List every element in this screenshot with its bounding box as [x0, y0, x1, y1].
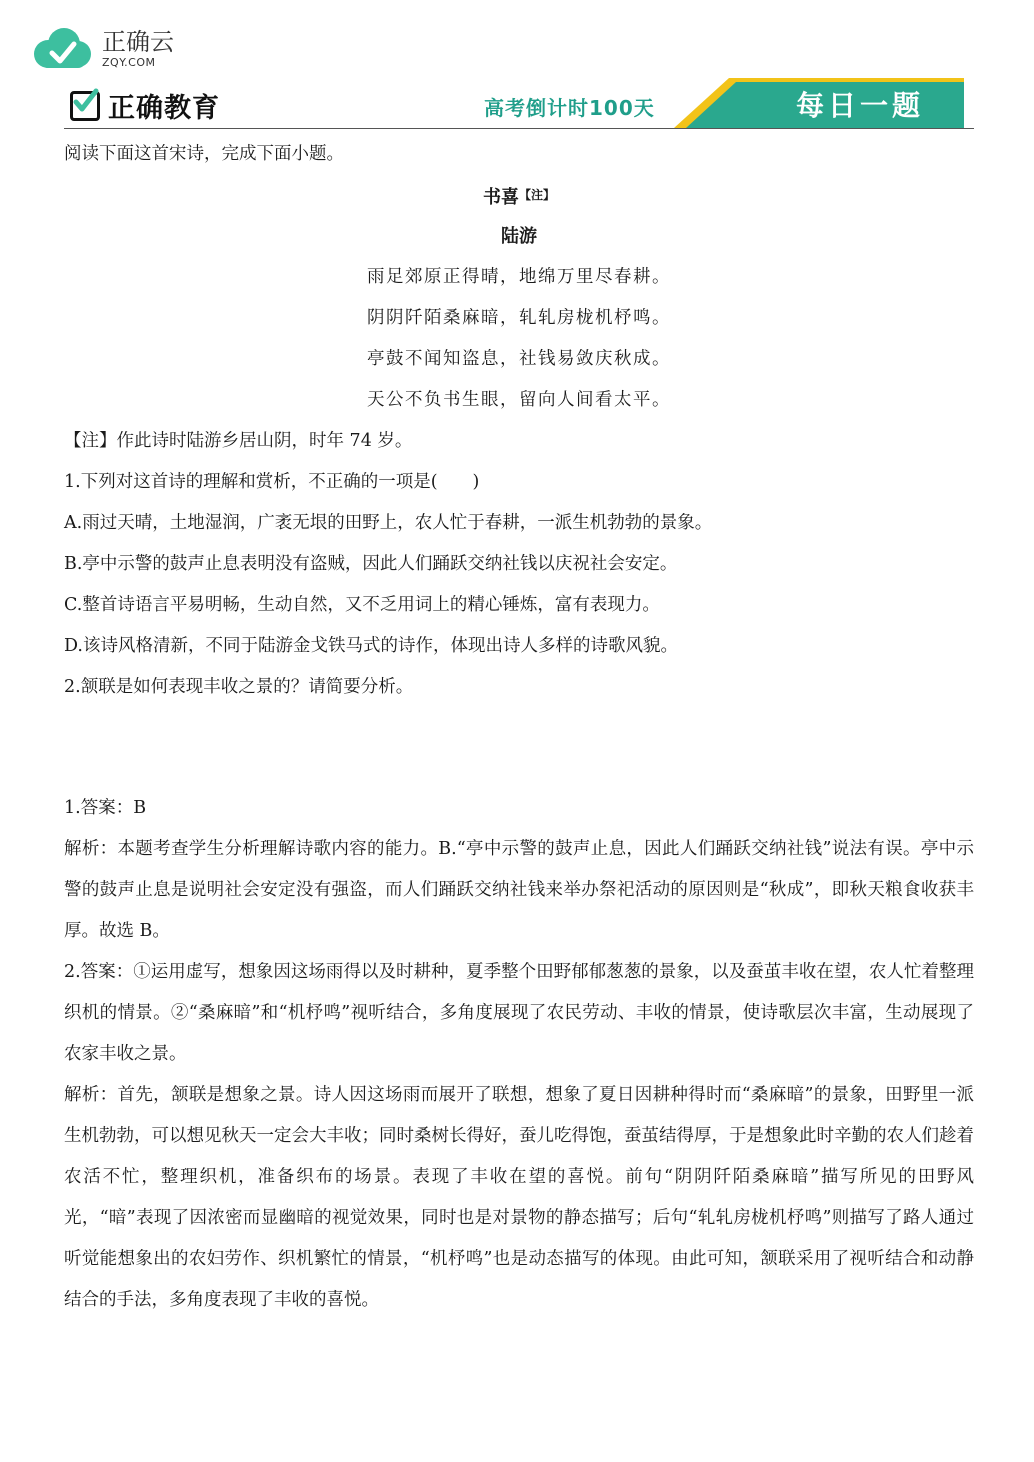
- intro-text: 阅读下面这首宋诗，完成下面小题。: [64, 144, 344, 164]
- logo-domain: ZQY.COM: [102, 56, 156, 69]
- answer-2-analysis: 解析：首先，颔联是想象之景。诗人因这场雨而展开了联想，想象了夏日因耕种得时而“桑麻暗”的景象，田野里一派生机勃勃，可以想见秋天一定会大丰收；同时桑树长得好，蚕儿吃得饱，蚕茧结得厚，于是想象此时辛勤的农人们趁着农活不忙，整理织机，准备织布的场景。表现了丰收在望的喜悦。前句“阴阴阡陌桑麻暗”描写所见的田野风光，“暗”表现了因浓密而显幽暗的视觉效果，同时也是对景物的静态描写；后句“轧轧房栊机杼鸣”则描写了路人通过听觉能想象出的农妇劳作、织机繁忙的情景，“机杼鸣”也是动态描写的体现。由此可知，颔联采用了视听结合和动静结合的手法，多角度表现了丰收的喜悦。: [64, 1085, 974, 1310]
- zqy-logo: [30, 26, 174, 72]
- option-d: D.该诗风格清新，不同于陆游金戈铁马式的诗作，体现出诗人多样的诗歌风貌。: [64, 636, 678, 656]
- daily-question-label: 每日一题: [795, 89, 924, 122]
- document-body: [64, 134, 974, 1321]
- countdown-text: 高考倒计时100天: [484, 96, 655, 120]
- option-c: C.整首诗语言平易明畅，生动自然，又不乏用词上的精心锤炼，富有表现力。: [64, 595, 660, 615]
- poem-line: 天公不负书生眼，留向人间看太平。: [367, 390, 671, 410]
- brand-name: 正确教育: [108, 93, 220, 124]
- answer-1: 1.答案：B: [64, 798, 147, 818]
- poem-line: 阴阴阡陌桑麻暗，轧轧房栊机杼鸣。: [367, 308, 671, 328]
- header-divider: [64, 128, 974, 129]
- poem-author: 陆游: [501, 226, 537, 247]
- page-header: [64, 78, 974, 130]
- checkbox-icon: [70, 91, 100, 121]
- cloud-check-icon: [30, 26, 94, 72]
- question-1: 1.下列对这首诗的理解和赏析，不正确的一项是( ): [64, 472, 480, 492]
- answer-2: 2.答案：①运用虚写，想象因这场雨得以及时耕种，夏季整个田野郁郁葱葱的景象，以及蚕茧丰收在望，农人忙着整理织机的情景。②“桑麻暗”和“机杼鸣”视听结合，多角度展现了农民劳动、丰收的情景，使诗歌层次丰富，生动展现了农家丰收之景。: [64, 962, 974, 1064]
- poem-line: 雨足郊原正得晴，地绵万里尽春耕。: [367, 267, 671, 287]
- logo-name: 正确云: [102, 28, 174, 56]
- question-2: 2.颔联是如何表现丰收之景的？请简要分析。: [64, 677, 414, 697]
- option-a: A.雨过天晴，土地湿润，广袤无垠的田野上，农人忙于春耕，一派生机勃勃的景象。: [64, 513, 713, 533]
- option-b: B.亭中示警的鼓声止息表明没有盗贼，因此人们踊跃交纳社钱以庆祝社会安定。: [64, 554, 678, 574]
- poem-title-note: 【注】: [518, 188, 555, 202]
- poem-note: 【注】作此诗时陆游乡居山阴，时年 74 岁。: [64, 431, 413, 451]
- brand: [70, 86, 220, 125]
- poem-title: [64, 175, 974, 216]
- answer-1-analysis: 解析：本题考查学生分析理解诗歌内容的能力。B.“亭中示警的鼓声止息，因此人们踊跃交纳社钱”说法有误。亭中示警的鼓声止息是说明社会安定没有强盗，而人们踊跃交纳社钱来举办祭祀活动的原因则是“秋成”，即秋天粮食收获丰厚。故选 B。: [64, 839, 974, 941]
- poem-line: 亭鼓不闻知盗息，社钱易敛庆秋成。: [367, 349, 671, 369]
- poem-title-text: 书喜: [482, 187, 519, 208]
